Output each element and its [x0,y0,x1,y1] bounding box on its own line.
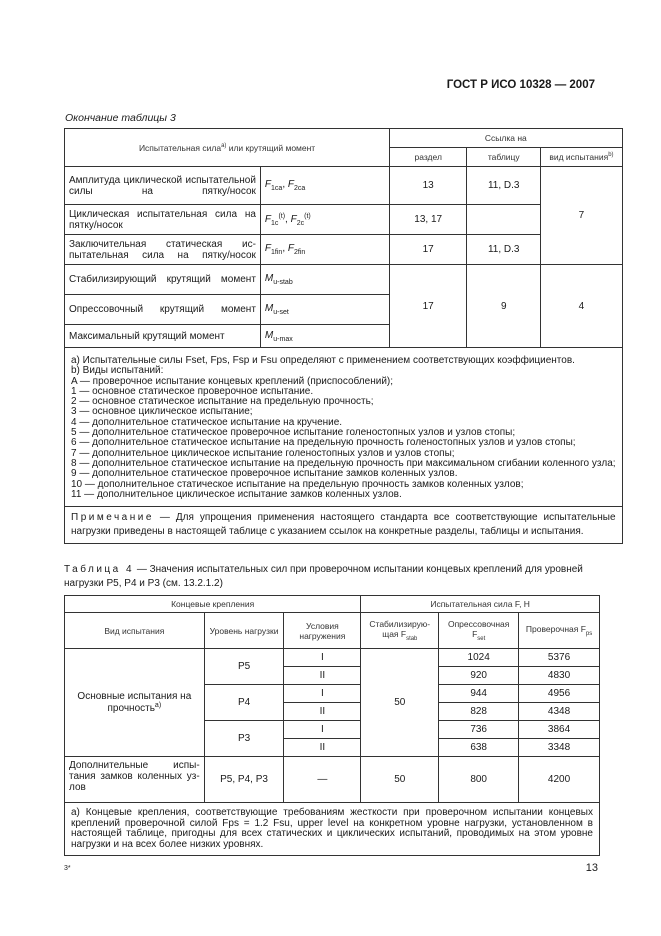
table4 [64,595,600,856]
page-number: 13 [585,862,598,874]
test-type-item: 5 — дополнительное статическое проверочное испытание голеностопных узлов и узлов стопы; [71,427,516,439]
t3-row-desc: Стабилизирующий крутящий момент [65,265,261,295]
t4-set: 944 [439,685,519,703]
t3-table-merged-2: 9 [467,265,541,348]
test-type-item: 9 — дополнительное статическое проверочное испытание замков коленных узлов. [71,468,458,480]
t4-header-ps: Проверочная $F_{ps}$ [519,613,600,649]
t3-header-test: вид испытания$^{b)}$ [541,148,622,167]
t3-row-table: 11, D.3 [467,167,541,205]
t4-cond: I [284,649,361,667]
t3-note: Примечание — Для упрощения применения настоящего стандарта все соответствующие испытательные нагрузки приведены в настоящей таблице с указанием ссылок на конкретные разделы, таблицы и испытания. [65,507,623,544]
t3-row-section: 13 [390,167,467,205]
table3 [64,128,623,544]
t4-ps: 4348 [519,703,600,721]
test-type-item: A — проверочное испытание концевых креплений (приспособлений); [71,375,394,387]
t3-test-merged-1: 7 [541,167,622,265]
table3-caption: Окончание таблицы 3 [65,112,176,124]
test-type-item: 7 — дополнительное циклическое испытание голеностопных узлов и узлов стопы; [71,447,455,459]
t4-extra-cond: — [284,757,361,803]
t3-header-section: раздел [390,148,467,167]
test-type-item: 2 — основное статическое испытание на предельную прочность; [71,396,374,408]
t4-set: 920 [439,667,519,685]
t3-footnotes [65,348,623,507]
t4-ps: 3864 [519,721,600,739]
document-title: ГОСТ Р ИСО 10328 — 2007 [446,79,595,91]
t3-row-section: 17 [390,235,467,265]
test-type-item: 4 — дополнительное статическое испытание на кручение. [71,416,343,428]
t4-level: Р5 [204,649,284,685]
test-type-item: 10 — дополнительное статическое испытание на предельную прочность замков коленных узлов; [71,478,524,490]
t3-row-desc: Заключительная статическая испытательная сила на пятку/носок [65,235,261,265]
t4-set: 638 [439,739,519,757]
t3-footnote-b: b) Виды испытаний: [71,365,164,377]
t4-header-force: Испытательная сила F, Н [361,596,600,613]
t3-row-desc: Максимальный крутящий момент [65,325,261,348]
t3-header-ref: Ссылка на [390,129,622,148]
t3-row-symbol: $F_{1c}^{(t)}$, $F_{2c}^{(t)}$ [260,205,389,235]
t4-extra-label: Дополнительные испытания замков коленных узлов [65,757,205,803]
t4-ps: 4830 [519,667,600,685]
t3-header-table: таблицу [467,148,541,167]
test-type-item: 8 — дополнительное статическое испытание на предельную прочность при максимальном сгибании коленного узла; [71,457,616,469]
test-type-item: 6 — дополнительное статическое испытание на предельную прочность голеностопных узлов и узлов стопы; [71,437,576,449]
t4-header-group: Концевые крепления [65,596,361,613]
t4-ps: 3348 [519,739,600,757]
t4-header-stab: Стабилизирующая $F_{stab}$ [361,613,439,649]
table4-caption: Таблица 4 — Значения испытательных сил при проверочном испытании концевых креплений для уровней нагрузки Р5, Р4 и Р3 (см. 13.2.1.2) [64,564,583,589]
t3-row-desc: Амплитуда циклической испытательной силы на пятку/носок [65,167,261,205]
test-type-item: 11 — дополнительное циклическое испытание замков коленных узлов. [71,488,402,500]
t4-header-level: Уровень нагрузки [204,613,284,649]
t3-note-label: Примечание [71,512,154,524]
t4-level: Р4 [204,685,284,721]
t4-ps: 4956 [519,685,600,703]
t3-row-symbol: $M_{u-set}$ [260,295,389,325]
t4-cond: I [284,721,361,739]
t3-row-section: 13, 17 [390,205,467,235]
t4-set: 1024 [439,649,519,667]
t4-cond: I [284,685,361,703]
t4-level: Р3 [204,721,284,757]
t4-extra-level: Р5, Р4, Р3 [204,757,284,803]
t4-cond: II [284,739,361,757]
t3-row-symbol: $F_{1ca}$, $F_{2ca}$ [260,167,389,205]
t3-test-merged-2: 4 [541,265,622,348]
t4-ps: 5376 [519,649,600,667]
t3-row-symbol: $M_{u-stab}$ [260,265,389,295]
t4-cond: II [284,667,361,685]
t4-set: 828 [439,703,519,721]
t3-row-table: 11, D.3 [467,235,541,265]
test-type-item: 1 — основное статическое проверочное испытание. [71,385,314,397]
t4-cond: II [284,703,361,721]
t4-header-test-type: Вид испытания [65,613,205,649]
t3-footnote-a: a) Испытательные силы Fset, Fps, Fsp и Fsu определяют с применением соответствующих коэффициентов. [71,355,575,366]
t4-set: 736 [439,721,519,739]
sheet-mark: 3* [64,865,71,872]
t4-extra-set: 800 [439,757,519,803]
t3-row-table [467,205,541,235]
t3-row-desc: Опрессовочный крутящий момент [65,295,261,325]
t3-section-merged-2: 17 [390,265,467,348]
t3-row-symbol: $F_{1fin}$, $F_{2fin}$ [260,235,389,265]
test-type-item: 3 — основное циклическое испытание; [71,406,253,418]
t4-main-label: Основные испытания на прочность$^{a)}$ [65,649,205,757]
t3-row-desc: Циклическая испытательная сила на пятку/носок [65,205,261,235]
t4-extra-stab: 50 [361,757,439,803]
t4-extra-ps: 4200 [519,757,600,803]
t4-header-conditions: Условия нагружения [284,613,361,649]
t4-header-set: Опрессовочная $F_{set}$ [439,613,519,649]
t3-header-force: Испытательная сила$^{a)}$ или крутящий момент [65,129,390,167]
t4-footnote: a) Концевые крепления, соответствующие требованиям жесткости при проверочном испытании концевых креплений проверочной силой Fps = 1.2 Fsu, upper level на конкретном уровне нагрузки, установленном в настоящей таблице, пригодны для всех статических и циклических испытаний, проводимых на этом уровне нагрузки и на всех более низких уровнях. [65,803,600,856]
t3-row-symbol: $M_{u-max}$ [260,325,389,348]
t4-stab-main: 50 [361,649,439,757]
